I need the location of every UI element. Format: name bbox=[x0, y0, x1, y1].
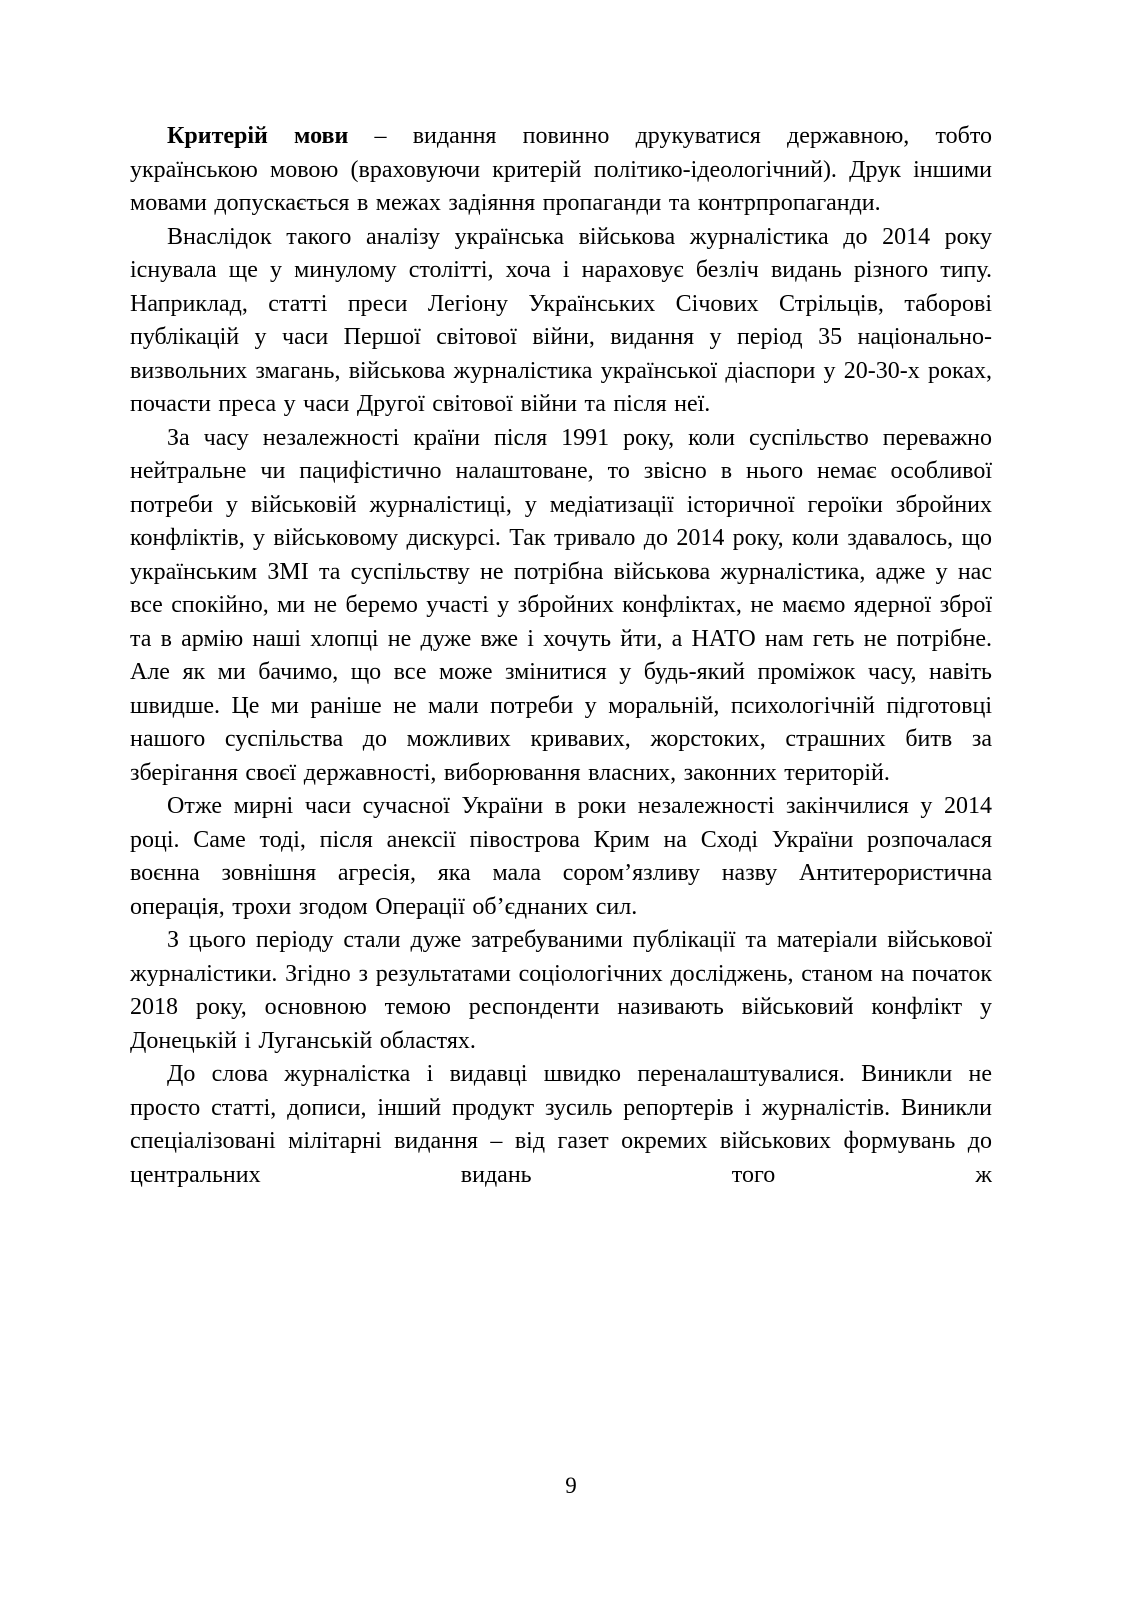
paragraph: Отже мирні часи сучасної України в роки незалежності закінчилися у 2014 році. Саме тоді, після анексії півострова Крим на Сході України розпочалася воєнна зовнішня агресія, яка мала сором’язливу назву Антитерористична операція, трохи згодом Операції об’єднаних сил. bbox=[130, 793, 992, 920]
page-number: 9 bbox=[565, 1473, 577, 1498]
paragraph: Внаслідок такого аналізу українська військова журналістика до 2014 року існувала ще у минулому столітті, хоча і нараховує безліч видань різного типу. Наприклад, статті преси Легіону Українських Січових Стрільців, таборові публікацій у часи Першої світової війни, видання у період 35 національно-визвольних змагань, військова журналістика української діаспори у 20-30-х роках, почасти преса у часи Другої світової війни та після неї. bbox=[130, 223, 992, 417]
paragraph: Критерій мови – видання повинно друкуватися державною, тобто українською мовою (враховуючи критерій політико-ідеологічний). Друк іншими мовами допускається в межах задіяння пропаганди та контрпропаганди. bbox=[130, 123, 993, 216]
paragraph-lead-bold: Критерій мови bbox=[167, 123, 349, 149]
paragraph: З цього періоду стали дуже затребуваними публікації та матеріали військової журналістики. Згідно з результатами соціологічних досліджень, станом на початок 2018 року, основною темою респонденти називають військовий конфлікт у Донецькій і Луганській областях. bbox=[130, 927, 992, 1054]
paragraph: До слова журналістка і видавці швидко переналаштувалися. Виникли не просто статті, дописи, інший продукт зусиль репортерів і журналістів. Виникли спеціалізовані мілітарні видання – від газет окремих військових формувань до центральних видань того ж bbox=[130, 1061, 992, 1188]
paragraph: За часу незалежності країни після 1991 року, коли суспільство переважно нейтральне чи пацифістично налаштоване, то звісно в нього немає особливої потреби у військовій журналістиці, у медіатизації історичної героїки збройних конфліктів, у військовому дискурсі. Так тривало до 2014 року, коли здавалось, що українським ЗМІ та суспільству не потрібна військова журналістика, адже у нас все спокійно, ми не беремо участі у збройних конфліктах, не маємо ядерної зброї та в армію наші хлопці не дуже вже і хочуть йти, а НАТО нам геть не потрібне. Але як ми бачимо, що все може змінитися у будь-який проміжок часу, навіть швидше. Це ми раніше не мали потреби у моральній, психологічній підготовці нашого суспільства до можливих кривавих, жорстоких, страшних битв за зберігання своєї державності, виборювання власних, законних територій. bbox=[130, 424, 992, 786]
text-block bbox=[130, 120, 992, 1192]
